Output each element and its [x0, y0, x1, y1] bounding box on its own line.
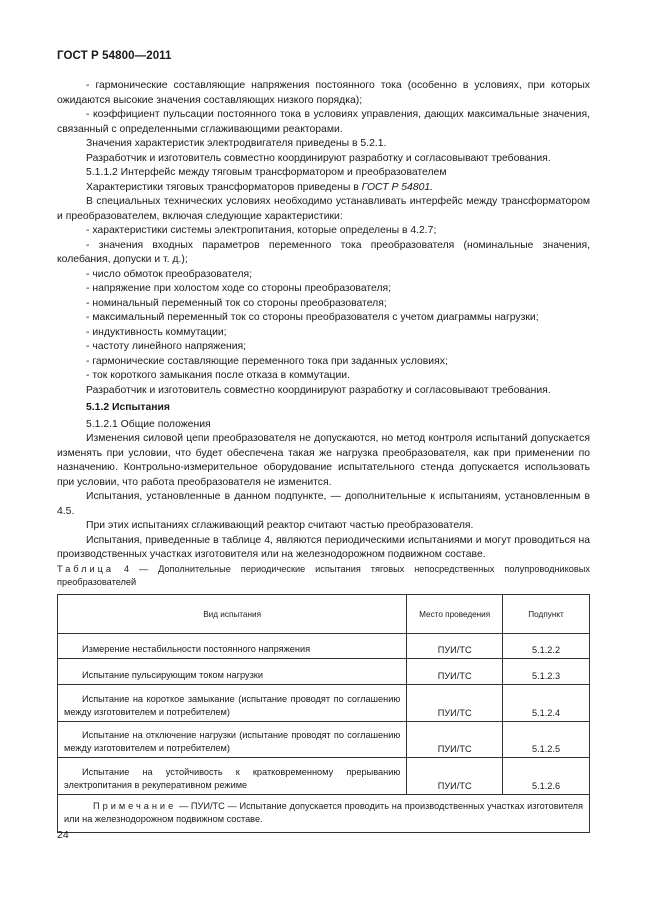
- list-item: - характеристики системы электропитания, которые определены в 4.2.7;: [86, 225, 437, 236]
- cell-test-name: Испытание на короткое замыкание (испытание проводят по соглашению между изготовителем и потребителем): [58, 685, 407, 722]
- list-item: - значения входных параметров переменного тока преобразователя (номинальные значения, колебания, допуски и т. д.);: [57, 239, 590, 265]
- cell-place: ПУИ/ТС: [407, 659, 503, 685]
- paragraph: Разработчик и изготовитель совместно координируют разработку и согласовывают требования.: [86, 384, 551, 396]
- list-item: - ток короткого замыкания после отказа в коммутации.: [86, 370, 350, 381]
- paragraph: Испытания, установленные в данном подпункте, — дополнительные к испытаниям, установленным в 4.5.: [57, 491, 590, 517]
- header-test-type: Вид испытания: [58, 595, 407, 634]
- paragraph: В специальных технических условиях необходимо устанавливать интерфейс между трансформатором и преобразователем, включая следующие характеристики:: [57, 196, 590, 222]
- standard-reference: ГОСТ Р 54801.: [361, 181, 434, 193]
- table-caption: [57, 563, 590, 589]
- table-row: [58, 634, 590, 659]
- paragraph-text: Характеристики тяговых трансформаторов приведены в: [86, 181, 359, 193]
- cell-place: ПУИ/ТС: [407, 634, 503, 659]
- header-place: Место проведения: [407, 595, 503, 634]
- list-item: - индуктивность коммутации;: [86, 326, 227, 338]
- cell-clause: 5.1.2.6: [503, 758, 590, 795]
- paragraph: - коэффициент пульсации постоянного тока в условиях управления, дающих максимальные значения, связанный с определенными сглаживающими реакторами.: [57, 109, 590, 135]
- list-item: - максимальный переменный ток со стороны преобразователя с учетом диаграммы нагрузки;: [86, 312, 539, 323]
- list-item: - число обмоток преобразователя;: [86, 268, 253, 280]
- cell-test-name: Испытание пульсирующим током нагрузки: [58, 659, 407, 685]
- table-row: [58, 758, 590, 795]
- cell-test-name: Испытание на отключение нагрузки (испытание проводят по соглашению между изготовителем и потребителем): [58, 722, 407, 758]
- clause-heading: 5.1.1.2 Интерфейс между тяговым трансформатором и преобразователем: [86, 167, 447, 178]
- paragraph: Испытания, приведенные в таблице 4, являются периодическими испытаниями и могут проводиться на производственных участках изготовителя или на железнодорожном подвижном составе.: [57, 534, 590, 560]
- header-clause: Подпункт: [503, 595, 590, 634]
- table-caption-text: — Дополнительные периодические испытания тяговых непосредственных полупроводниковых преобразователей: [57, 564, 590, 587]
- table-header-row: [58, 595, 590, 634]
- cell-clause: 5.1.2.2: [503, 634, 590, 659]
- list-item: - напряжение при холостом ходе со стороны преобразователя;: [86, 283, 392, 294]
- note-text: — ПУИ/ТС — Испытание допускается проводить на производственных участках изготовителя или на железнодорожном подвижном составе.: [64, 801, 583, 824]
- cell-test-name: Измерение нестабильности постоянного напряжения: [58, 634, 407, 659]
- table-note-row: [58, 795, 590, 833]
- cell-clause: 5.1.2.5: [503, 722, 590, 758]
- table-row: [58, 722, 590, 758]
- paragraph: При этих испытаниях сглаживающий реактор считают частью преобразователя.: [86, 520, 474, 531]
- section-heading: 5.1.2 Испытания: [86, 402, 170, 413]
- cell-place: ПУИ/ТС: [407, 758, 503, 795]
- table-note: [58, 795, 590, 833]
- table-row: [58, 659, 590, 685]
- paragraph: [57, 181, 590, 196]
- cell-clause: 5.1.2.3: [503, 659, 590, 685]
- tests-table: [57, 594, 590, 833]
- document-header: ГОСТ Р 54800—2011: [57, 50, 172, 62]
- list-item: - гармонические составляющие переменного тока при заданных условиях;: [86, 355, 448, 367]
- clause-heading: 5.1.2.1 Общие положения: [86, 418, 211, 430]
- body-text: [57, 79, 590, 563]
- paragraph: Изменения силовой цепи преобразователя не допускаются, но метод контроля испытаний допускается изменять при условии, что будет обеспечена такая же нагрузка преобразователя, как при применении по назначению. Контрольно-измерительное оборудование испытательного стенда допускается использовать при условии, что работа преобразователя не изменится.: [57, 433, 590, 488]
- page-number: 24: [57, 829, 69, 841]
- note-label: Примечание: [93, 801, 177, 811]
- paragraph: Значения характеристик электродвигателя приведены в 5.2.1.: [86, 138, 387, 149]
- cell-place: ПУИ/ТС: [407, 722, 503, 758]
- list-item: - номинальный переменный ток со стороны преобразователя;: [86, 297, 387, 309]
- table-caption-number: 4: [123, 564, 130, 574]
- cell-clause: 5.1.2.4: [503, 685, 590, 722]
- table-row: [58, 685, 590, 722]
- paragraph: Разработчик и изготовитель совместно координируют разработку и согласовывают требования.: [86, 152, 551, 164]
- cell-place: ПУИ/ТС: [407, 685, 503, 722]
- table-caption-label: Таблица: [57, 564, 115, 574]
- cell-test-name: Испытание на устойчивость к кратковременному прерыванию электропитания в рекуперативном режиме: [58, 758, 407, 795]
- list-item: - частоту линейного напряжения;: [86, 341, 247, 352]
- paragraph: - гармонические составляющие напряжения постоянного тока (особенно в условиях, при которых ожидаются высокие значения составляющих низкого порядка);: [57, 80, 590, 106]
